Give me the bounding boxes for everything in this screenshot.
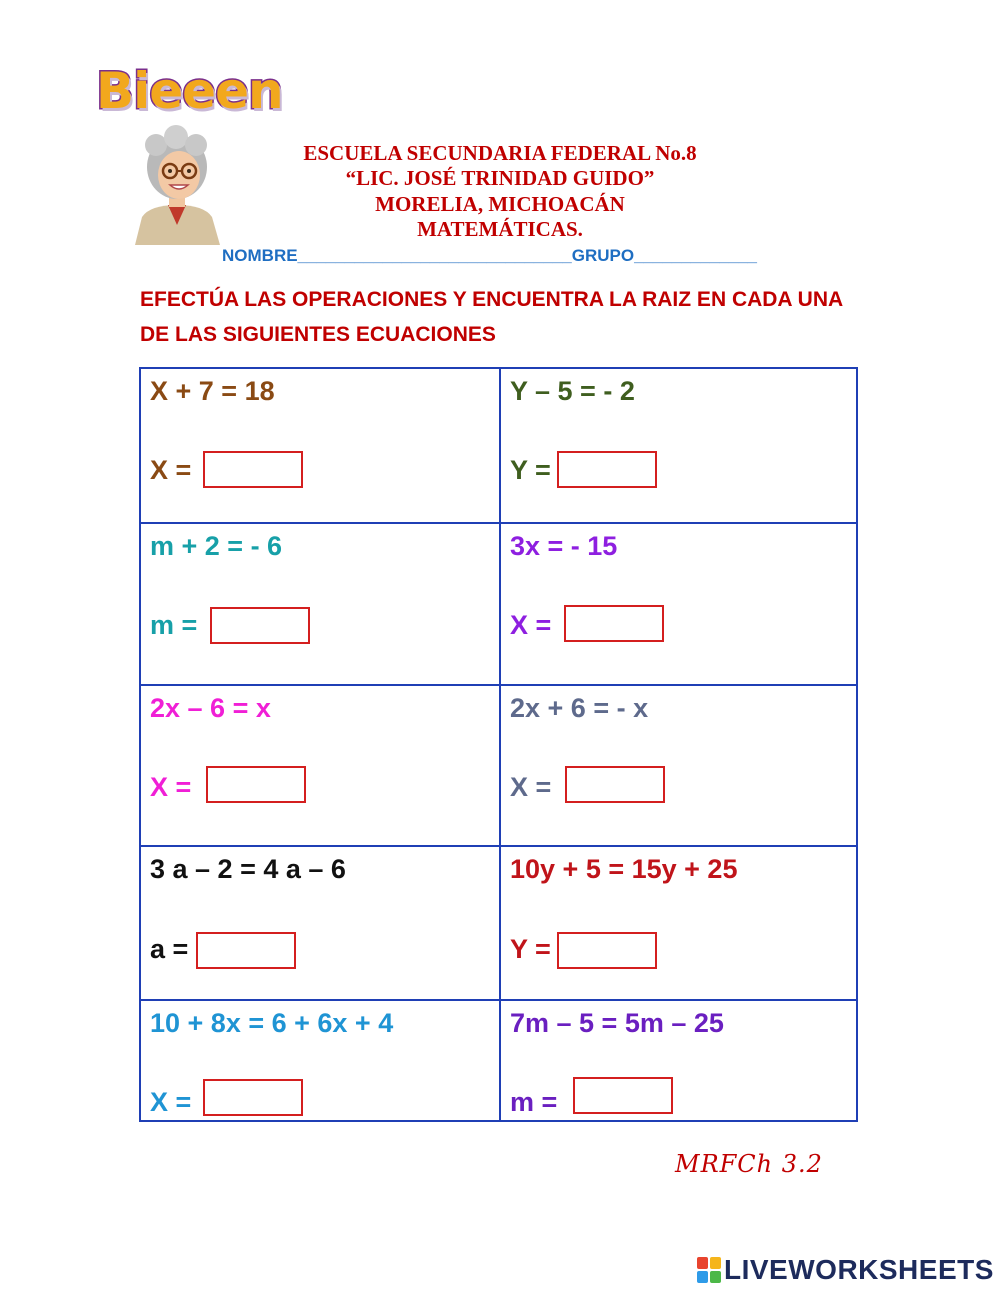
- equation-text: 10y + 5 = 15y + 25: [510, 854, 738, 884]
- liveworksheets-logo-icon: [697, 1257, 721, 1283]
- instructions-line-1: EFECTÚA LAS OPERACIONES Y ENCUENTRA LA RAIZ EN CADA UNA: [140, 288, 844, 311]
- equation-cell: [141, 1001, 499, 1122]
- equation-text: Y – 5 = - 2: [510, 376, 635, 406]
- equation-text: 3x = - 15: [510, 531, 618, 561]
- instructions-line-2: DE LAS SIGUIENTES ECUACIONES: [140, 323, 496, 346]
- equation-text: m + 2 = - 6: [150, 531, 283, 561]
- answer-box[interactable]: [203, 1079, 303, 1116]
- equation-cell: [501, 686, 858, 845]
- equation-cell: [501, 369, 858, 522]
- author-signature: MRFCh 3.2: [675, 1150, 823, 1178]
- answer-label: Y =: [510, 934, 551, 964]
- name-group-field: NOMBRE_____________________________GRUPO_____________: [222, 246, 757, 265]
- equation-cell: [501, 847, 858, 999]
- answer-box[interactable]: [573, 1077, 673, 1114]
- answer-label: m =: [510, 1087, 558, 1117]
- equation-text: 10 + 8x = 6 + 6x + 4: [150, 1008, 394, 1038]
- equation-cell: [501, 524, 858, 684]
- equation-cell: [141, 524, 499, 684]
- school-location: MORELIA, MICHOACÁN: [375, 192, 625, 216]
- answer-label: X =: [510, 772, 552, 802]
- equation-cell: [141, 369, 499, 522]
- liveworksheets-watermark[interactable]: [697, 1254, 994, 1286]
- answer-box[interactable]: [196, 932, 296, 969]
- answer-label: X =: [150, 1087, 192, 1117]
- answer-box[interactable]: [564, 605, 664, 642]
- equation-cell: [141, 847, 499, 999]
- school-motto: “LIC. JOSÉ TRINIDAD GUIDO”: [345, 166, 655, 190]
- school-subject: MATEMÁTICAS.: [417, 217, 583, 241]
- bieeen-logo: Bieeen: [96, 62, 283, 120]
- answer-label: X =: [150, 772, 192, 802]
- equation-text: 2x – 6 = x: [150, 693, 271, 723]
- answer-box[interactable]: [565, 766, 665, 803]
- answer-label: m =: [150, 610, 198, 640]
- answer-box[interactable]: [557, 451, 657, 488]
- equation-text: 3 a – 2 = 4 a – 6: [150, 854, 346, 884]
- equation-text: 2x + 6 = - x: [510, 693, 649, 723]
- answer-box[interactable]: [203, 451, 303, 488]
- equation-cell: [501, 1001, 858, 1122]
- answer-label: X =: [150, 455, 192, 485]
- equation-text: 7m – 5 = 5m – 25: [510, 1008, 724, 1038]
- answer-label: a =: [150, 934, 189, 964]
- answer-box[interactable]: [557, 932, 657, 969]
- equations-grid: [139, 367, 858, 1122]
- answer-label: X =: [510, 610, 552, 640]
- answer-box[interactable]: [210, 607, 310, 644]
- answer-box[interactable]: [206, 766, 306, 803]
- answer-label: Y =: [510, 455, 551, 485]
- liveworksheets-text: LIVEWORKSHEETS: [724, 1254, 994, 1285]
- equation-text: X + 7 = 18: [150, 376, 275, 406]
- school-name: ESCUELA SECUNDARIA FEDERAL No.8: [303, 141, 697, 165]
- equation-cell: [141, 686, 499, 845]
